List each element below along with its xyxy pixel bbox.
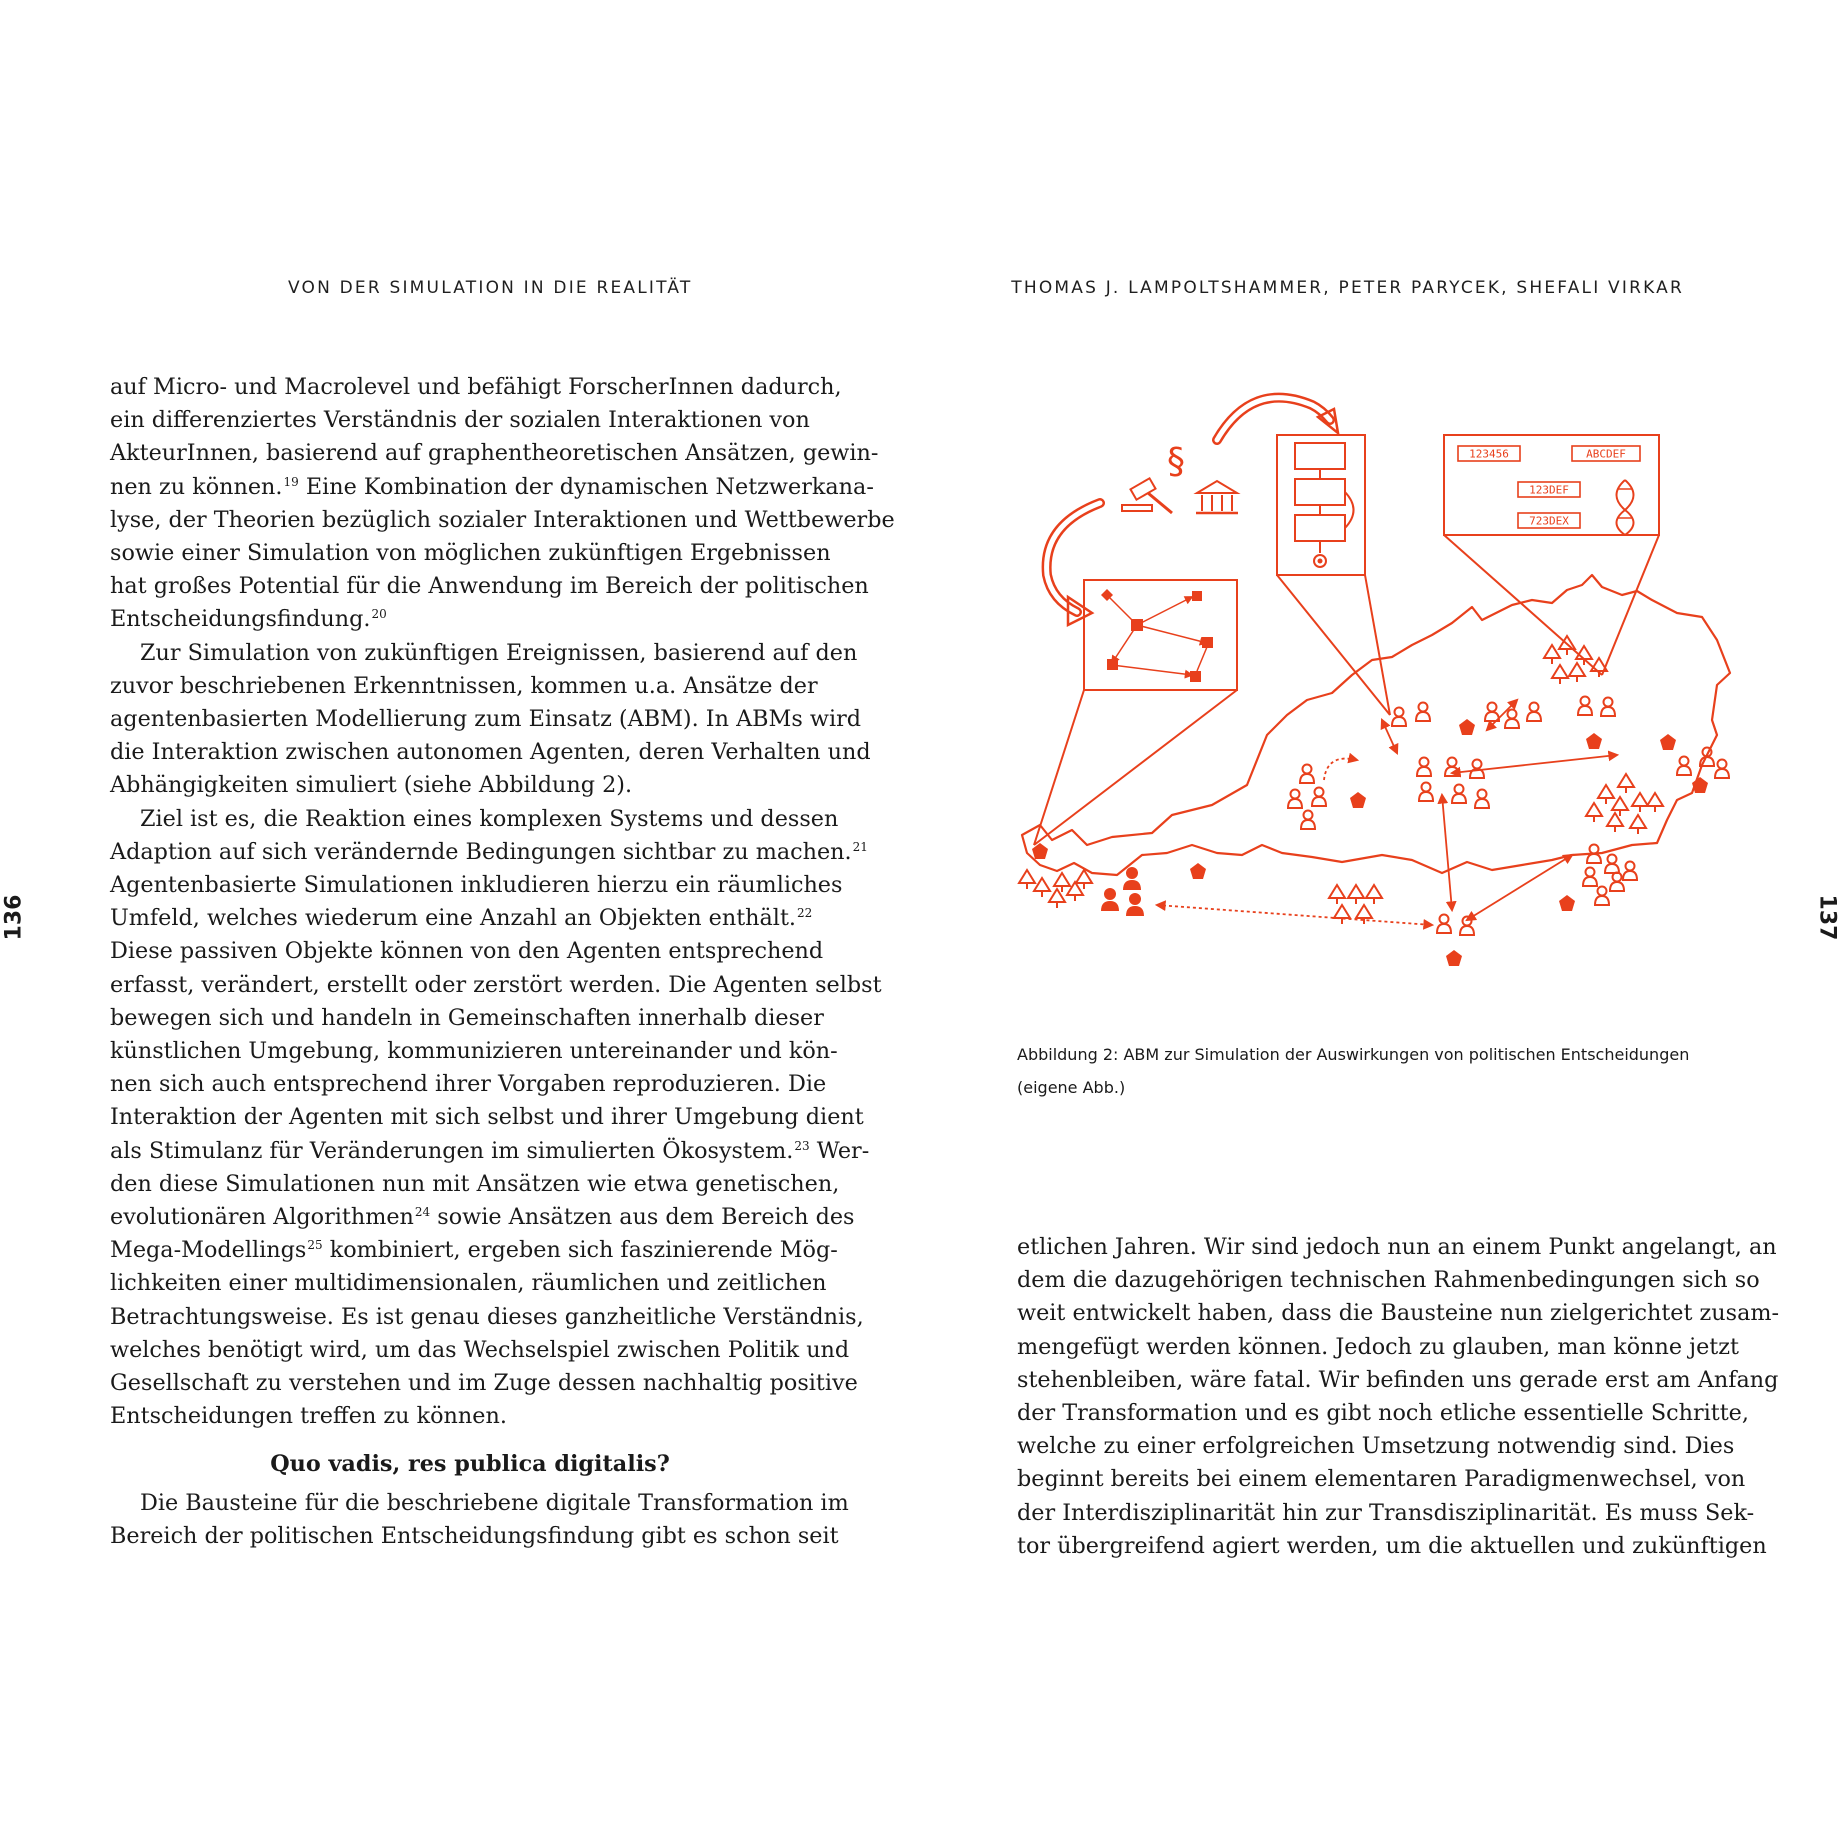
curved-arrow-icon [1217, 398, 1338, 440]
text-line: die Interaktion zwischen autonomen Agenten, deren Verhalten und [110, 739, 871, 766]
gavel-icon [1122, 478, 1172, 513]
text-fragment: Umfeld, welches wiederum eine Anzahl an Objekten enthält. [110, 905, 796, 932]
paragraph-section-icon: § [1167, 441, 1185, 482]
text-line: Entscheidungen treffen zu können. [110, 1403, 507, 1430]
footnote-ref-19[interactable]: 19 [283, 474, 299, 489]
caption-line: (eigene Abb.) [1017, 1078, 1126, 1097]
text-line: Interaktion der Agenten mit sich selbst und ihrer Umgebung dient [110, 1104, 864, 1131]
text-line: welche zu einer erfolgreichen Umsetzung notwendig sind. Dies [1017, 1433, 1735, 1460]
running-head-left: VON DER SIMULATION IN DIE REALITÄT [288, 278, 693, 298]
text-fragment: Mega-Modellings [110, 1237, 307, 1264]
section-heading: Quo vadis, res publica digitalis? [270, 1450, 670, 1477]
text-fragment: kombiniert, ergeben sich faszinierende Mög- [322, 1237, 838, 1264]
text-line: auf Micro- und Macrolevel und befähigt ForscherInnen dadurch, [110, 374, 842, 400]
text-line: agentenbasierten Modellierung zum Einsatz (ABM). In ABMs wird [110, 706, 862, 733]
text-line [110, 902, 830, 935]
code-label: ABCDEF [1586, 447, 1626, 461]
text-line: AkteurInnen, basierend auf graphentheoretischen Ansätzen, gewin- [110, 440, 879, 467]
curved-arrow-icon [1047, 503, 1100, 625]
genetic-code-panel [1444, 435, 1659, 675]
text-line: der Interdisziplinarität hin zur Transdisziplinarität. Es muss Sek- [1017, 1499, 1755, 1526]
text-line: nen sich auch entsprechend ihrer Vorgaben reproduzieren. Die [110, 1071, 827, 1098]
text-fragment: Eine Kombination der dynamischen Netzwerkana- [298, 473, 874, 500]
text-line: künstlichen Umgebung, kommunizieren untereinander und kön- [110, 1038, 838, 1065]
text-line: Die Bausteine für die beschriebene digitale Transformation im [140, 1489, 849, 1516]
text-line: den diese Simulationen nun mit Ansätzen wie etwa genetischen, [110, 1170, 840, 1197]
footnote-ref-23[interactable]: 23 [794, 1138, 810, 1153]
text-line: ein differenziertes Verständnis der sozialen Interaktionen von [110, 407, 810, 434]
text-fragment: Entscheidungsfindung. [110, 606, 371, 633]
agents-and-objects [1019, 636, 1729, 966]
text-line: welches benötigt wird, um das Wechselspiel zwischen Politik und [110, 1336, 850, 1363]
abm-figure [1012, 375, 1742, 1005]
page-number-left: 136 [1, 894, 27, 941]
code-label: 123456 [1469, 447, 1509, 461]
text-line: der Transformation und es gibt noch etliche essentielle Schritte, [1017, 1400, 1749, 1427]
text-line: erfasst, verändert, erstellt oder zerstört werden. Die Agenten selbst [110, 971, 882, 998]
footnote-ref-20[interactable]: 20 [371, 607, 387, 622]
footnote-ref-24[interactable]: 24 [414, 1205, 431, 1220]
text-line: stehenbleiben, wäre fatal. Wir befinden uns gerade erst am Anfang [1017, 1366, 1779, 1393]
figure-caption [1017, 1038, 1737, 1104]
text-line [110, 1135, 870, 1168]
text-fragment: nen zu können. [110, 473, 283, 500]
text-fragment: als Stimulanz für Veränderungen im simulierten Ökosystem. [110, 1137, 794, 1164]
running-head-right: THOMAS J. LAMPOLTSHAMMER, PETER PARYCEK, SHEFALI VIRKAR [1011, 278, 1684, 298]
code-label: 123DEF [1529, 483, 1569, 497]
text-line: weit entwickelt haben, dass die Bausteine nun zielgerichtet zusam- [1017, 1300, 1780, 1327]
text-line [110, 603, 830, 636]
footnote-ref-21[interactable]: 21 [852, 839, 868, 854]
text-line [110, 1234, 838, 1267]
text-line: lichkeiten einer multidimensionalen, räumlichen und zeitlichen [110, 1270, 827, 1297]
interaction-arrows [1157, 700, 1617, 925]
text-line: Abhängigkeiten simuliert (siehe Abbildung 2). [110, 772, 633, 799]
text-line: Diese passiven Objekte können von den Agenten entsprechend [110, 938, 824, 965]
page-number-right: 137 [1814, 894, 1840, 941]
text-line: mengefügt werden können. Jedoch zu glauben, man könne jetzt [1017, 1333, 1739, 1360]
text-fragment: sowie Ansätzen aus dem Bereich des [430, 1204, 855, 1231]
text-line: Betrachtungsweise. Es ist genau dieses ganzheitliche Verständnis, [110, 1303, 864, 1330]
text-line: bewegen sich und handeln in Gemeinschaften innerhalb dieser [110, 1004, 824, 1031]
text-line [110, 471, 874, 504]
text-line: dem die dazugehörigen technischen Rahmenbedingungen sich so [1017, 1267, 1760, 1294]
text-fragment: Wer- [809, 1137, 870, 1164]
text-fragment: Adaption auf sich verändernde Bedingungen sichtbar zu machen. [110, 838, 852, 865]
text-line: zuvor beschriebenen Erkenntnissen, kommen u.a. Ansätze der [110, 672, 818, 699]
text-line [110, 1201, 855, 1234]
text-line [110, 836, 868, 869]
text-line: Ziel ist es, die Reaktion eines komplexen Systems und dessen [140, 805, 839, 832]
text-line: beginnt bereits bei einem elementaren Paradigmenwechsel, von [1017, 1466, 1746, 1493]
flowchart-panel [1277, 435, 1390, 715]
dna-icon [1617, 480, 1634, 535]
text-line: Bereich der politischen Entscheidungsfindung gibt es schon seit [110, 1522, 839, 1549]
footnote-ref-25[interactable]: 25 [307, 1238, 323, 1253]
caption-line: Abbildung 2: ABM zur Simulation der Auswirkungen von politischen Entscheidungen [1017, 1045, 1690, 1064]
text-fragment: evolutionären Algorithmen [110, 1204, 414, 1231]
text-line: tor übergreifend agiert werden, um die aktuellen und zukünftigen [1017, 1532, 1767, 1559]
institution-building-icon [1196, 481, 1238, 513]
left-text-column [110, 371, 895, 1553]
right-text-column [1017, 1231, 1780, 1563]
text-line: Zur Simulation von zukünftigen Ereignissen, basierend auf den [140, 639, 858, 666]
footnote-ref-22[interactable]: 22 [797, 906, 813, 921]
text-line: Agentenbasierte Simulationen inkludieren hierzu ein räumliches [110, 872, 843, 899]
text-line: etlichen Jahren. Wir sind jedoch nun an einem Punkt angelangt, an [1017, 1234, 1777, 1260]
code-label: 723DEX [1529, 514, 1569, 528]
text-line: hat großes Potential für die Anwendung im Bereich der politischen [110, 573, 869, 600]
text-line: Gesellschaft zu verstehen und im Zuge dessen nachhaltig positive [110, 1370, 858, 1397]
text-line: lyse, der Theorien bezüglich sozialer Interaktionen und Wettbewerbe [110, 506, 895, 533]
text-line: sowie einer Simulation von möglichen zukünftigen Ergebnissen [110, 540, 831, 567]
